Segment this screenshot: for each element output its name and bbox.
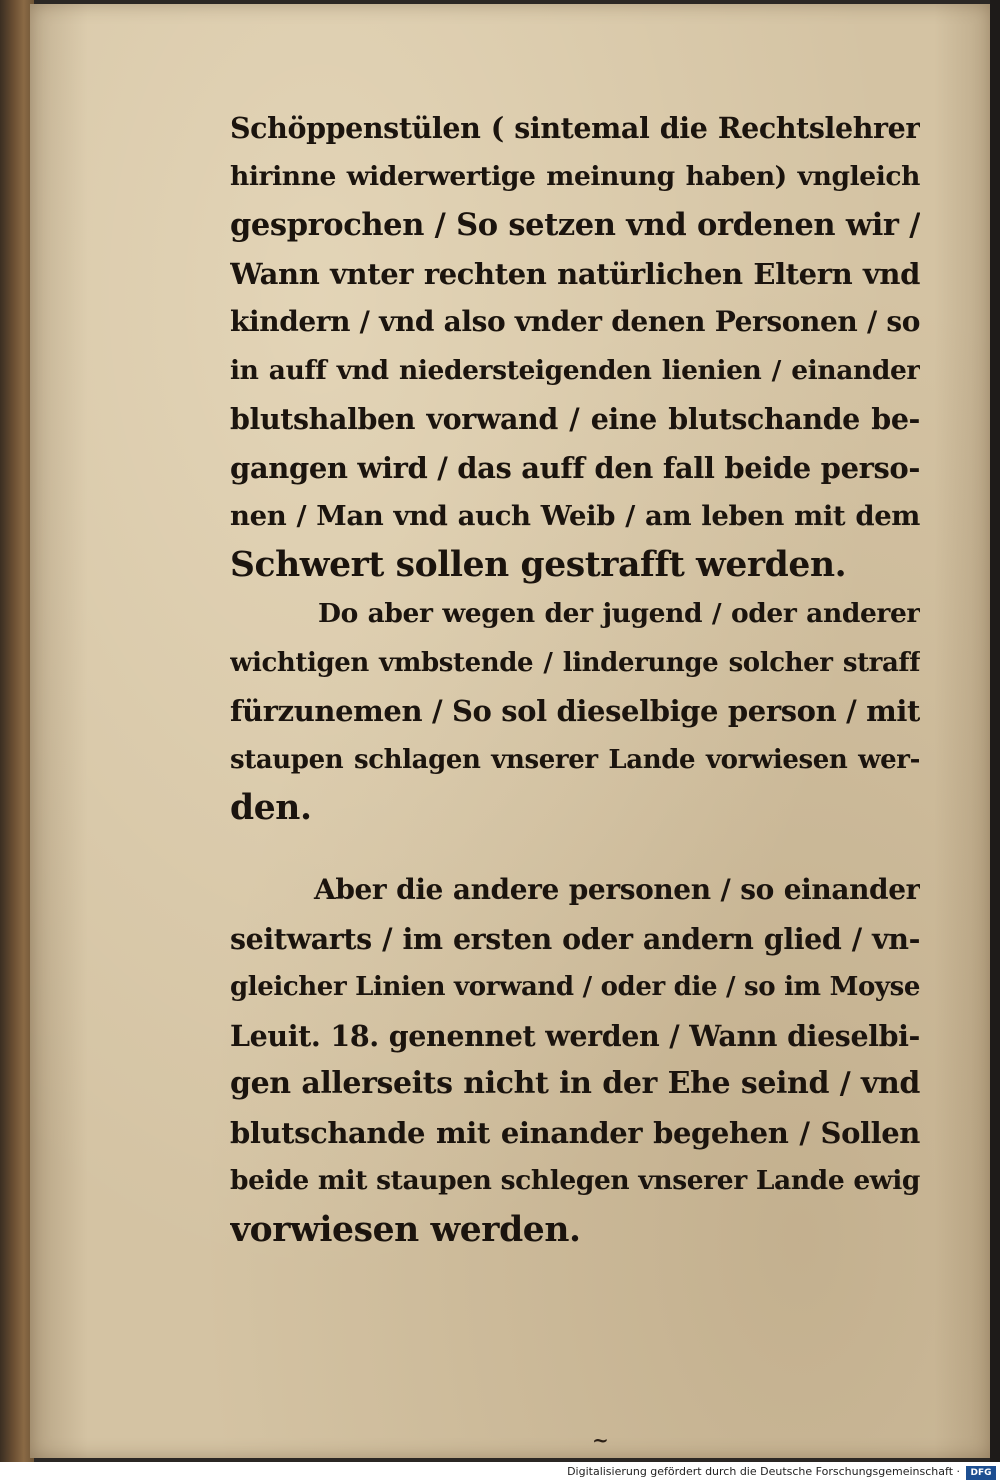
- text-line: beide mit staupen schlegen vnserer Lande ewig: [230, 1165, 920, 1196]
- book-spine-edge: [0, 0, 34, 1462]
- text-line: Aber die andere personen / so einander: [314, 873, 920, 906]
- text-line: hirinne widerwertige meinung haben) vngleich: [230, 160, 920, 192]
- footer-bar: [0, 1462, 1000, 1484]
- text-line: gleicher Linien vorwand / oder die / so im Moyse: [230, 972, 920, 1002]
- text-line: staupen schlagen vnserer Lande vorwiesen wer-: [230, 744, 920, 775]
- text-line: Wann vnter rechten natürlichen Eltern vnd: [230, 256, 920, 291]
- paragraph-3: [230, 866, 920, 1254]
- text-line: gesprochen / So setzen vnd ordenen wir /: [230, 207, 920, 243]
- text-line: gen allerseits nicht in der Ehe seind / vnd: [230, 1066, 920, 1101]
- text-line: seitwarts / im ersten oder andern glied / vn-: [230, 921, 920, 956]
- right-gutter: [990, 0, 1000, 1462]
- catchword: ~: [592, 1428, 609, 1452]
- dfg-logo-icon: DFG: [966, 1466, 996, 1480]
- footer-credit: Digitalisierung gefördert durch die Deutsche Forschungsgemeinschaft ·: [567, 1465, 960, 1478]
- text-line: kindern / vnd also vnder denen Personen / so: [230, 305, 920, 338]
- text-line: Leuit. 18. genennet werden / Wann dieselbi-: [230, 1018, 920, 1053]
- text-line: Schwert sollen gestrafft werden.: [230, 544, 847, 585]
- text-line: Schöppenstülen ( sintemal die Rechtslehrer: [230, 111, 920, 145]
- text-line: wichtigen vmbstende / linderunge solcher straff: [230, 647, 920, 678]
- text-line: fürzunemen / So sol dieselbige person / mit: [230, 694, 920, 728]
- text-line: blutschande mit einander begehen / Sollen: [230, 1115, 920, 1150]
- text-line: den.: [230, 788, 312, 828]
- text-line: in auff vnd niedersteigenden lienien / einander: [230, 354, 920, 386]
- text-line: blutshalben vorwand / eine blutschande be-: [230, 402, 920, 436]
- paragraph-2: [230, 590, 920, 833]
- text-line: gangen wird / das auff den fall beide perso-: [230, 450, 920, 485]
- text-line: nen / Man vnd auch Weib / am leben mit dem: [230, 500, 920, 532]
- text-line: Do aber wegen der jugend / oder anderer: [318, 598, 920, 629]
- text-line: vorwiesen werden.: [230, 1209, 581, 1250]
- paragraph-1: [230, 104, 920, 589]
